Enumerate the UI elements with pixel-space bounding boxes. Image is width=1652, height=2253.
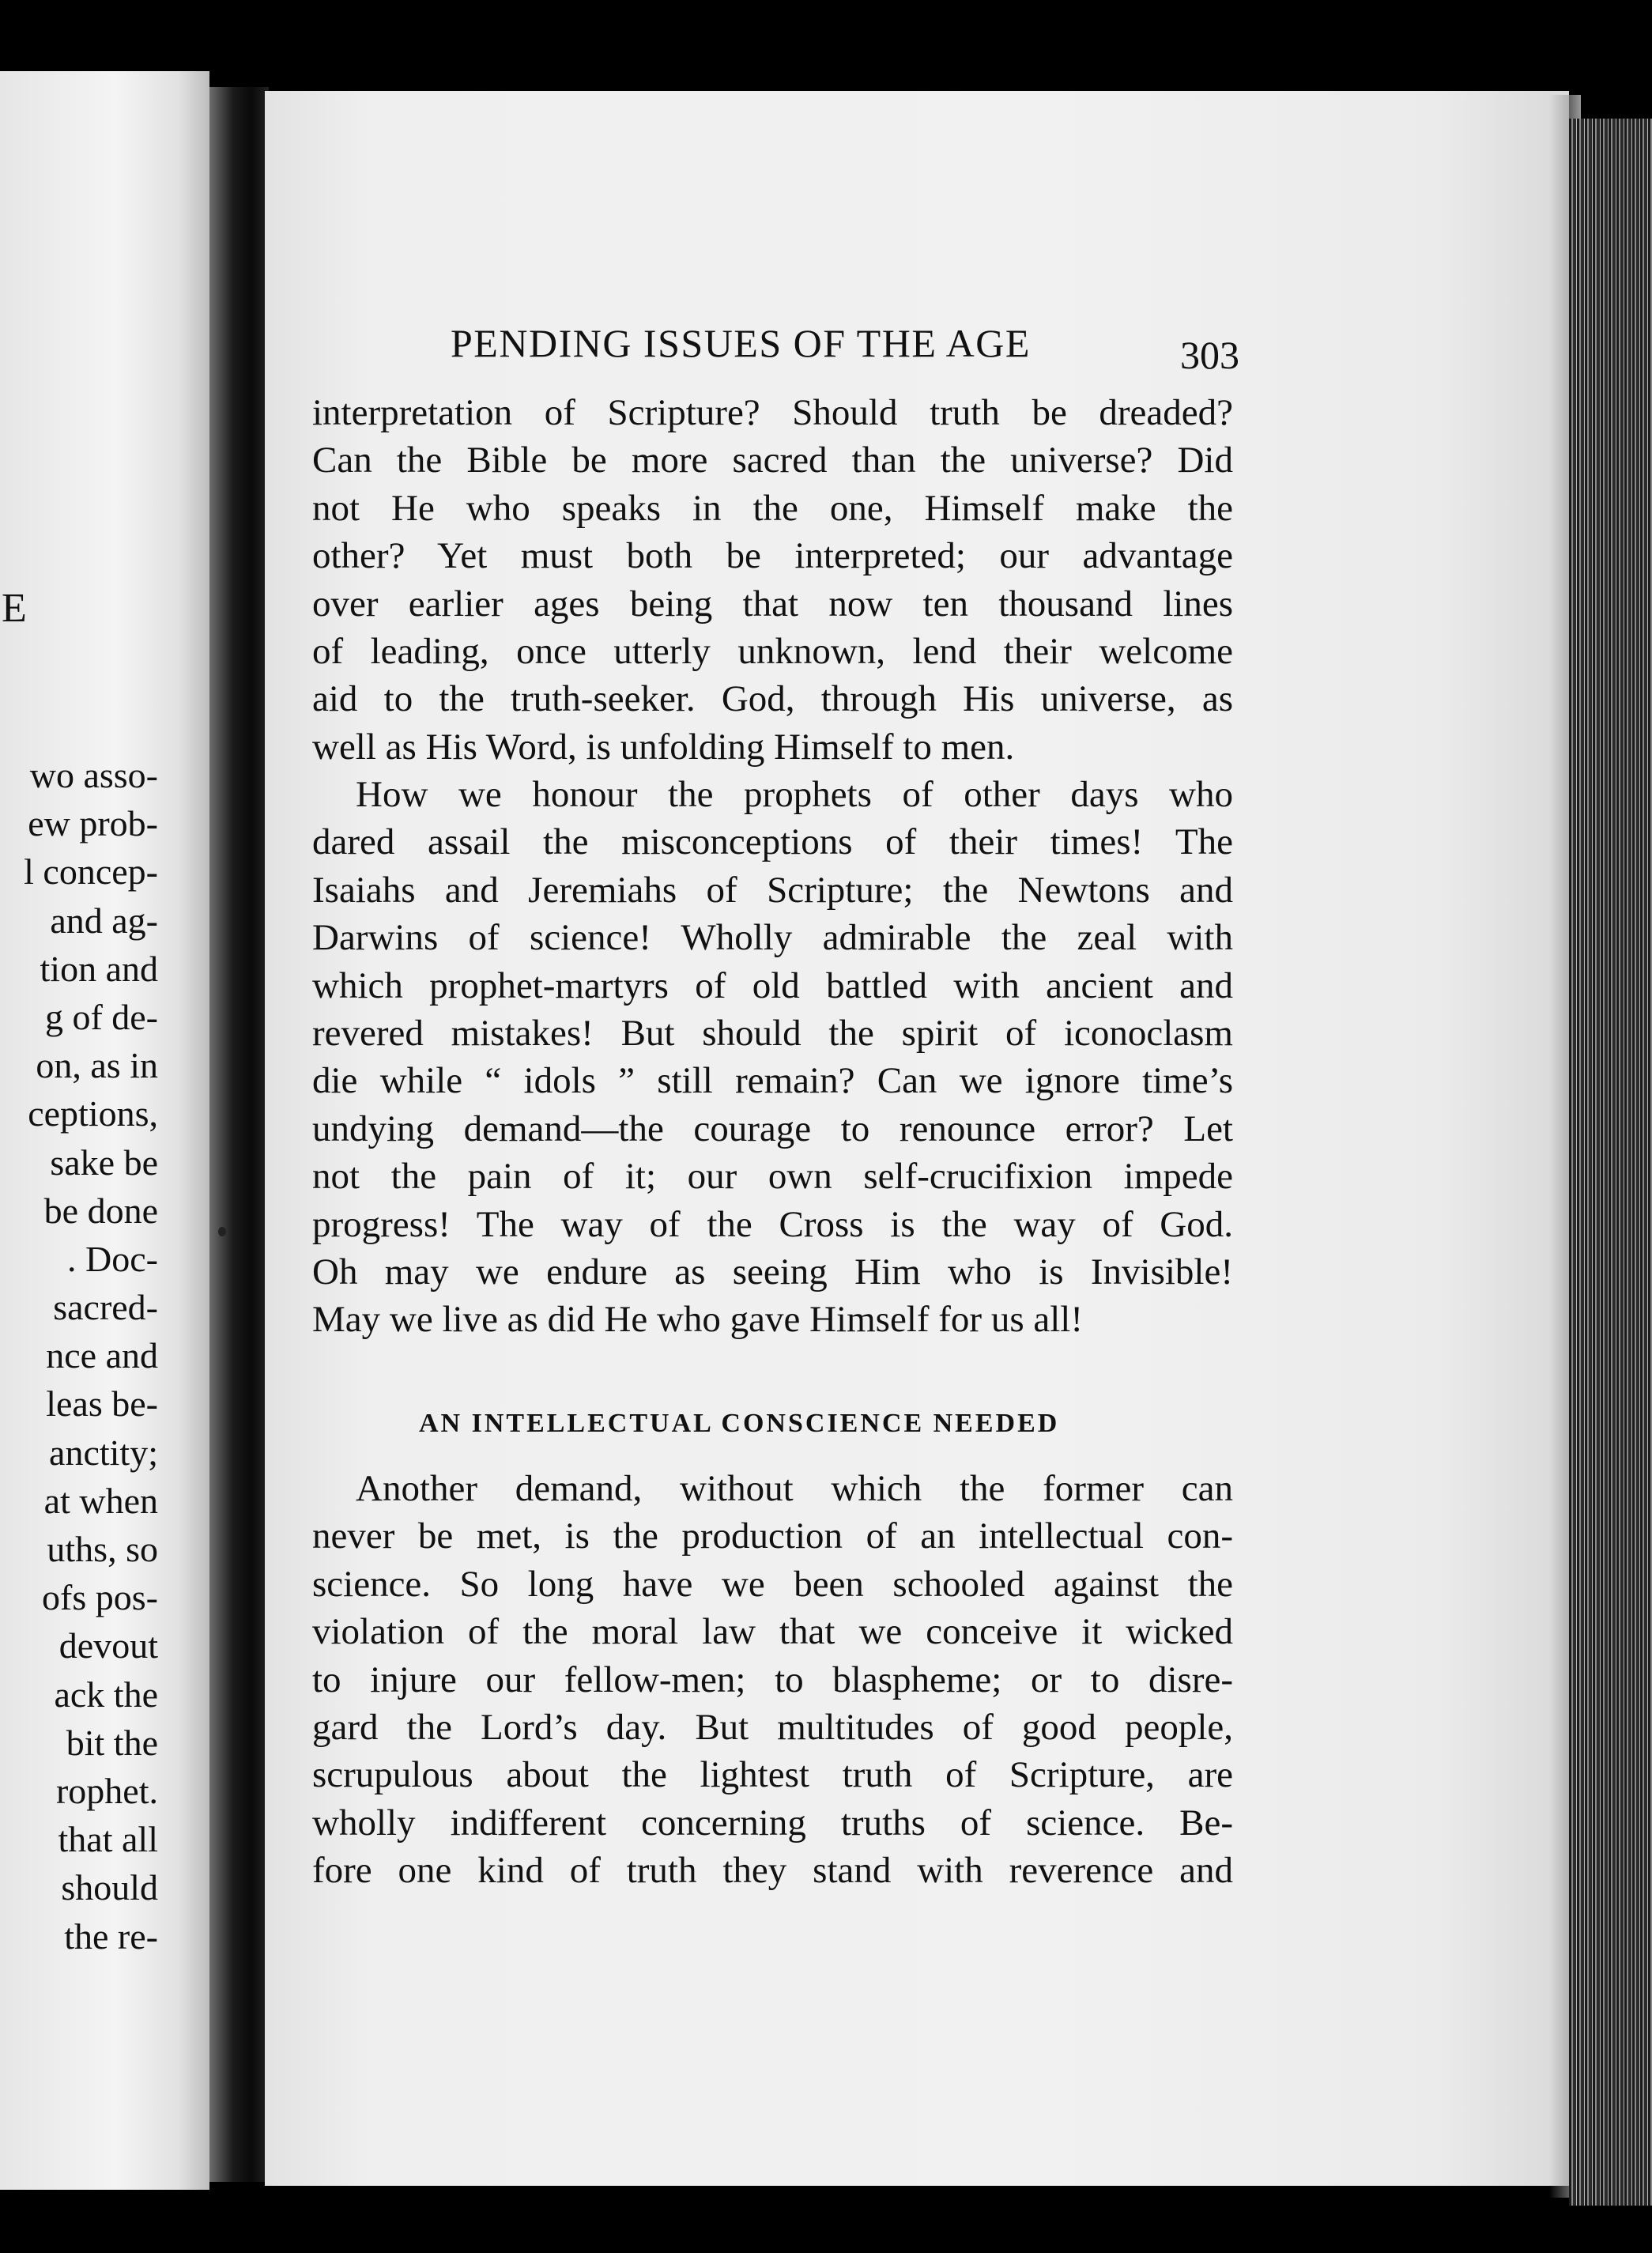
left-page-line: sake be: [50, 1142, 158, 1183]
text-line: Darwins of science! Wholly admirable the zeal with: [312, 917, 1233, 959]
left-page-line: ofs pos-: [42, 1577, 158, 1618]
left-page-line: should: [61, 1867, 158, 1908]
text-line: not the pain of it; our own self-crucifixion impede: [312, 1156, 1233, 1198]
left-page-line: ew prob-: [28, 803, 158, 844]
page-stack-edge: [1569, 119, 1652, 2206]
text-line: violation of the moral law that we conceive it wicked: [312, 1611, 1233, 1653]
text-line: to injure our fellow-men; to blaspheme; or to disre-: [312, 1659, 1233, 1700]
left-page-line: wo asso-: [29, 755, 158, 795]
left-page-line: . Doc-: [67, 1238, 158, 1279]
text-line: revered mistakes! But should the spirit of iconoclasm: [312, 1013, 1233, 1055]
text-line: other? Yet must both be interpreted; our advantage: [312, 535, 1233, 577]
left-page-line: sacred-: [53, 1287, 158, 1328]
left-page-line: uths, so: [47, 1529, 158, 1569]
left-page-line: rophet.: [55, 1770, 158, 1811]
text-line: dared assail the misconceptions of their times! The: [312, 821, 1233, 863]
text-line: never be met, is the production of an intellectual con-: [312, 1515, 1233, 1557]
left-page-line: tion and: [40, 948, 158, 989]
text-line: wholly indifferent concerning truths of science. Be-: [312, 1802, 1233, 1844]
left-page-line: on, as in: [36, 1045, 158, 1086]
left-page-line: and ag-: [50, 900, 158, 941]
text-line: over earlier ages being that now ten thousand lines: [312, 583, 1233, 625]
text-line: well as His Word, is unfolding Himself to men.: [312, 726, 1015, 768]
text-line: science. So long have we been schooled against the: [312, 1563, 1233, 1605]
left-page-line: ceptions,: [28, 1093, 158, 1134]
left-page-line: ack the: [54, 1674, 158, 1715]
text-line: progress! The way of the Cross is the way of God.: [312, 1203, 1233, 1245]
text-line: of leading, once utterly unknown, lend their welcome: [312, 631, 1233, 673]
text-line: How we honour the prophets of other days who: [356, 774, 1233, 815]
left-page-line: that all: [58, 1819, 158, 1860]
left-page-fragment: [0, 71, 209, 2190]
text-line: aid to the truth-seeker. God, through His universe, as: [312, 678, 1233, 720]
text-line: interpretation of Scripture? Should truth be dreaded?: [312, 392, 1233, 433]
text-line: die while “ idols ” still remain? Can we ignore time’s: [312, 1060, 1233, 1102]
left-page-line: devout: [58, 1625, 158, 1666]
paragraph-prophets: [312, 771, 1233, 1344]
text-line: undying demand—the courage to renounce error? Let: [312, 1108, 1233, 1149]
text-line: Isaiahs and Jeremiahs of Scripture; the Newtons and: [312, 869, 1233, 911]
text-line: scrupulous about the lightest truth of Scripture, are: [312, 1754, 1233, 1796]
left-page-line: at when: [43, 1480, 158, 1521]
left-page-line: be done: [43, 1190, 158, 1231]
text-line: May we live as did He who gave Himself for us all!: [312, 1299, 1083, 1341]
section-heading: AN INTELLECTUAL CONSCIENCE NEEDED: [419, 1409, 1060, 1438]
text-line: Oh may we endure as seeing Him who is Invisible!: [312, 1251, 1233, 1293]
left-page-line: nce and: [46, 1335, 158, 1376]
left-page-line: g of de-: [44, 996, 158, 1037]
left-page-text: [0, 751, 158, 1961]
running-head: PENDING ISSUES OF THE AGE: [451, 321, 1031, 365]
text-line: Can the Bible be more sacred than the universe? Did: [312, 440, 1233, 481]
text-line: fore one kind of truth they stand with reverence and: [312, 1850, 1233, 1892]
text-line: not He who speaks in the one, Himself make the: [312, 487, 1233, 529]
left-page-line: anctity;: [49, 1432, 158, 1473]
left-page-line: the re-: [64, 1915, 158, 1957]
ink-speck: [218, 1227, 226, 1236]
text-line: which prophet-martyrs of old battled with ancient and: [312, 964, 1233, 1006]
book-gutter: [209, 87, 269, 2182]
paragraph-continued: [312, 389, 1233, 771]
text-line: gard the Lord’s day. But multitudes of good people,: [312, 1707, 1233, 1749]
paragraph-intellectual-conscience: [312, 1465, 1233, 1895]
left-page-line: leas be-: [46, 1383, 158, 1425]
left-page-line: l concep-: [24, 851, 158, 893]
left-page-heading-fragment: E: [2, 586, 28, 631]
page-number: 303: [1180, 333, 1239, 377]
text-line: Another demand, without which the former can: [356, 1468, 1233, 1509]
left-page-line: bit the: [66, 1722, 158, 1763]
